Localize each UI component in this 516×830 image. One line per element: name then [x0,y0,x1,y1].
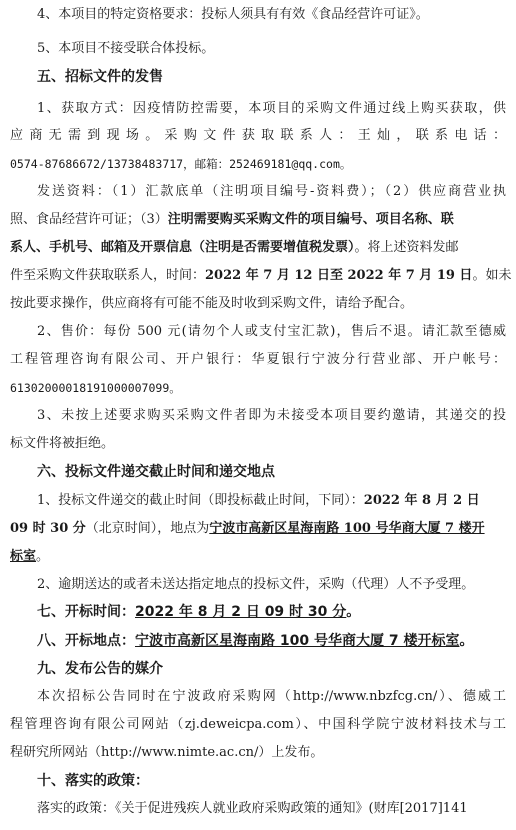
materials-text-2: 。将上述资料发邮 [354,240,459,255]
materials-line1: 发送资料：（1）汇款底单（注明项目编号-资料费）；（2）供应商营业执 [37,184,506,199]
section-8-heading [37,632,506,650]
section-5-heading: 五、招标文件的发售 [37,69,163,85]
price-line2: 工程管理咨询有限公司、开户银行：华夏银行宁波分行营业部、开户帐号： [10,352,506,367]
deadline-text: 1、投标文件递交的截止时间（即投标截止时间，下同）： [37,493,364,508]
opening-time-punct: 。 [346,604,361,620]
materials-text-4: 。如未 [472,268,512,283]
deadline-text-2: （北京时间），地点为 [85,521,210,536]
no-consortium-note: 5、本项目不接受联合体投标。 [37,41,215,56]
contact-line: 0574-87686672/13738483717，邮箱：252469181@qq.com。 [10,157,352,171]
opening-time-value: 2022 年 8 月 2 日 09 时 30 分 [135,604,347,620]
opening-time-label: 七、开标时间： [37,604,135,620]
deadline-line3 [10,548,506,566]
deadline-line1 [37,492,506,510]
materials-bold: 注明需要购买采购文件的项目编号、项目名称、联 [167,212,454,227]
policy-line: 落实的政策：《关于促进残疾人就业政府采购政策的通知》(财库[2017]141 [37,801,468,816]
materials-text-3: 件至采购文件获取联系人，时间： [10,268,206,283]
opening-place-punct: 。 [459,633,474,649]
section-9-heading: 九、发布公告的媒介 [37,661,163,677]
media-line2: 程管理咨询有限公司网站（zj.deweicpa.com）、中国科学院宁波材料技术与工 [10,717,506,732]
materials-line2 [10,211,506,229]
acquisition-method-line2: 应商无需到现场。采购文件获取联系人：王灿，联系电话： [10,128,506,143]
late-submission-note: 2、逾期送达的或者未送达指定地点的投标文件，采购（代理）人不予受理。 [37,577,475,592]
acquisition-method-line1: 1、获取方式：因疫情防控需要，本项目的采购文件通过线上购买获取，供 [37,101,506,116]
media-line3: 程研究所网站（http://www.nimte.ac.cn/）上发布。 [10,745,324,760]
materials-line4 [10,267,512,285]
deadline-date: 2022 年 8 月 2 日 [363,493,480,508]
deadline-line2 [10,520,506,538]
deadline-time: 09 时 30 分 [10,521,86,536]
section-10-heading: 十、落实的政策： [37,773,149,789]
price-line1: 2、售价：每份 500 元(请勿个人或支付宝汇款)，售后不退。请汇款至德威 [37,324,506,339]
materials-line3 [10,239,506,257]
materials-text: 照、食品经营许可证；（3） [10,212,168,227]
opening-place-label: 八、开标地点： [37,633,135,649]
deadline-end-punct: 。 [36,549,50,564]
acquisition-period: 2022 年 7 月 12 日至 2022 年 7 月 19 日 [205,268,473,283]
opening-place-value: 宁波市高新区星海南路 100 号华商大厦 7 楼开标室 [135,633,460,649]
materials-line5: 按此要求操作，供应商将有可能不能及时收到采购文件，请给予配合。 [10,296,414,311]
qualification-requirement: 4、本项目的特定资格要求：投标人须具有有效《食品经营许可证》。 [37,7,429,22]
deadline-location-end: 标室 [10,549,37,564]
account-number: 61302000018191000007099。 [10,381,181,395]
rejection-line2: 标文件将被拒绝。 [10,436,115,451]
media-line1: 本次招标公告同时在宁波政府采购网（http://www.nbzfcg.cn/）、德威工 [37,689,506,704]
deadline-location: 宁波市高新区星海南路 100 号华商大厦 7 楼开 [209,521,485,536]
section-6-heading: 六、投标文件递交截止时间和递交地点 [37,464,275,480]
section-7-heading [37,603,506,621]
rejection-line1: 3、未按上述要求购买采购文件者即为未接受本项目要约邀请，其递交的投 [37,408,506,423]
materials-bold-2: 系人、手机号、邮箱及开票信息（注明是否需要增值税发票） [10,240,355,255]
